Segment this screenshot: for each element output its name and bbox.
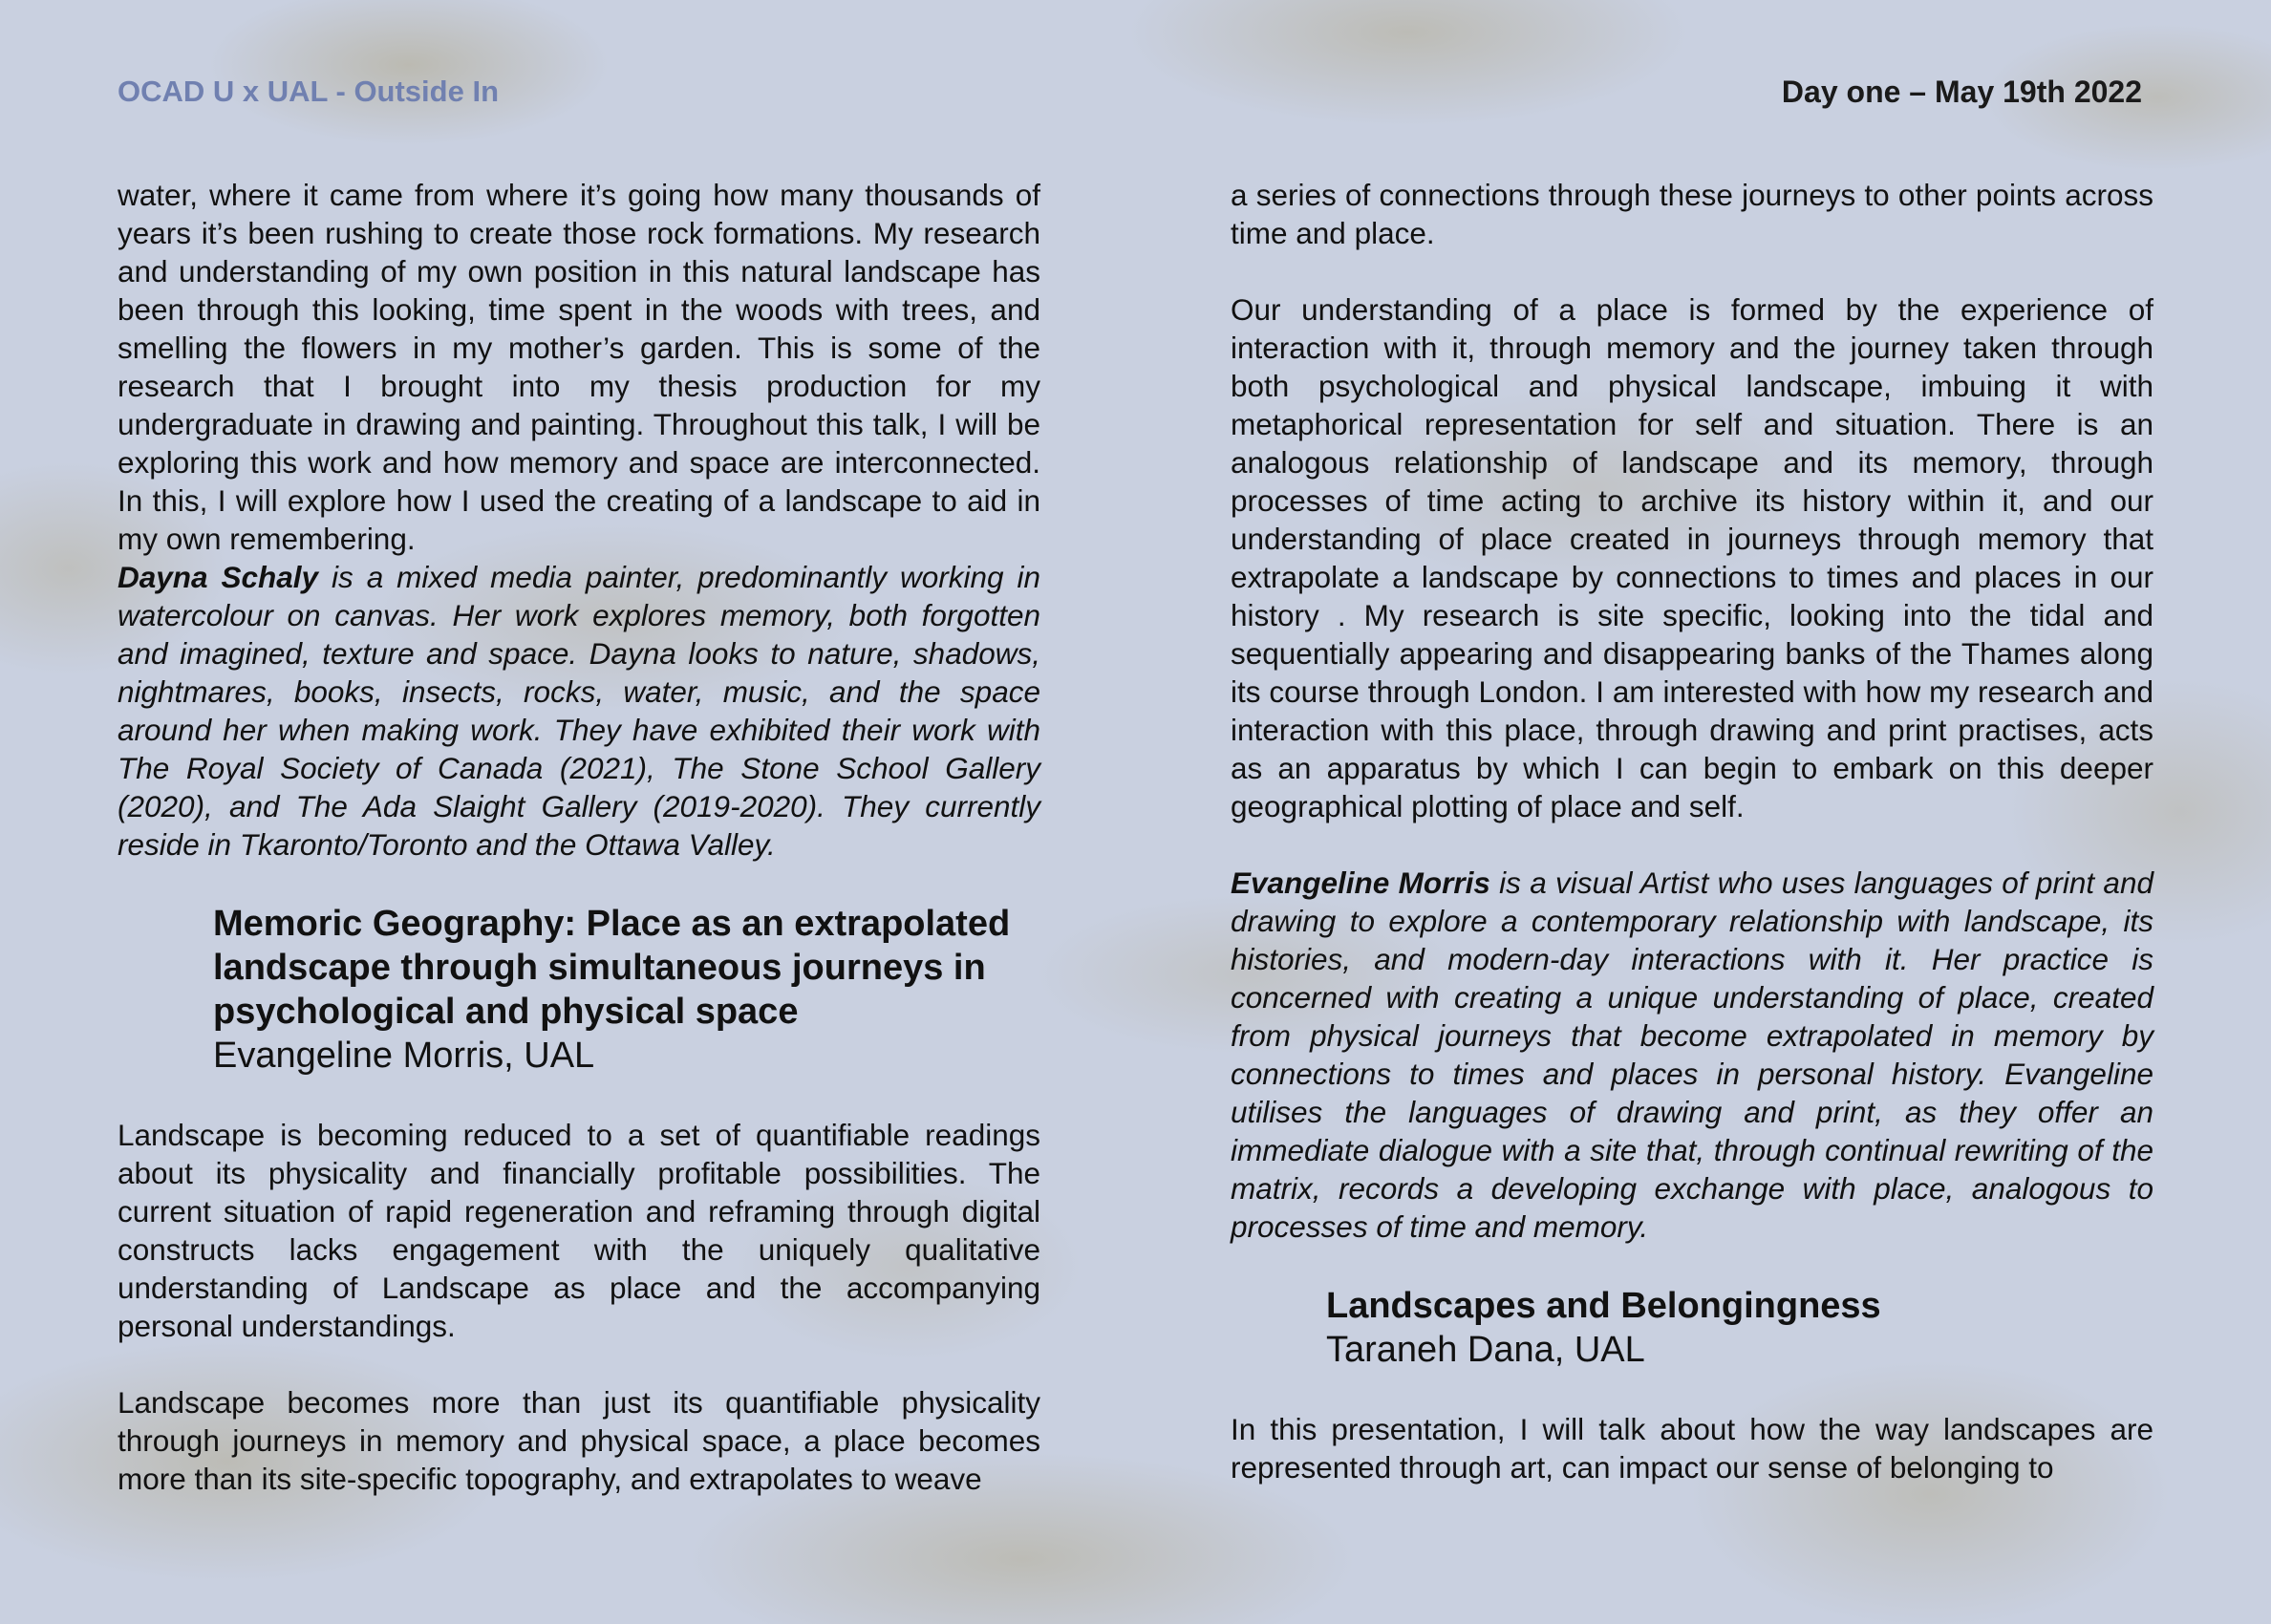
body-paragraph: water, where it came from where it’s going how many thousands of years it’s been rushing to create those rock formations. My research and understanding of my own position in this natural landscape has been through this looking, time spent in the woods with trees, and smelling the flowers in my mother’s garden. This is some of the research that I brought into my thesis production for my undergraduate in drawing and painting. Throughout this talk, I will be exploring this work and how memory and space are interconnected. In this, I will explore how I used the creating of a landscape to aid in my own remembering. (118, 178, 1040, 556)
body-paragraph: In this presentation, I will talk about how the way landscapes are represented through art, can impact our sense of belonging to (1231, 1412, 2153, 1485)
running-header-date: Day one – May 19th 2022 (1781, 75, 2142, 109)
body-paragraph: Our understanding of a place is formed by the experience of interaction with it, through memory and the journey taken through both psychological and physical landscape, imbuing it with metaphorical representation for self and situation. There is an analogous relationship of landscape and its memory, through processes of time acting to archive its history within it, and our understanding of place created in journeys through memory that extrapolate a landscape by connections to times and places in our history . My research is site specific, looking into the tidal and sequentially appearing and disappearing banks of the Thames along its course through London. I am interested with how my research and interaction with this place, through drawing and print practises, acts as an apparatus by which I can begin to embark on this deeper geographical plotting of place and self. (1231, 292, 2153, 823)
talk-author: Evangeline Morris, UAL (213, 1036, 595, 1076)
left-column (118, 176, 1040, 1498)
talk-author: Taraneh Dana, UAL (1326, 1330, 1645, 1370)
running-header-title: OCAD U x UAL - Outside In (118, 75, 500, 108)
right-column (1231, 176, 2153, 1486)
body-paragraph: Landscape becomes more than just its quantifiable physicality through journeys in memory and physical space, a place becomes more than its site-specific topography, and extrapolates to weave (118, 1385, 1040, 1496)
artist-name: Dayna Schaly (118, 560, 319, 594)
talk-heading (1231, 1284, 2153, 1372)
artist-bio-text: is a mixed media painter, predominantly working in watercolour on canvas. Her work explores memory, both forgotten and imagined, texture and space. Dayna looks to nature, shadows, nightmares, books, insects, rocks, water, music, and the space around her when making work. They have exhibited their work with The Royal Society of Canada (2021), The Stone School Gallery (2020), and The Ada Slaight Gallery (2019-2020). They currently reside in Tkaronto/Toronto and the Ottawa Valley. (118, 560, 1040, 862)
artist-name: Evangeline Morris (1231, 865, 1490, 900)
body-paragraph: a series of connections through these journeys to other points across time and place. (1231, 178, 2153, 250)
talk-title: Memoric Geography: Place as an extrapolated landscape through simultaneous journeys in psychological and physical space (213, 904, 1011, 1032)
artist-bio-text: is a visual Artist who uses languages of print and drawing to explore a contemporary relationship with landscape, its histories, and modern-day interactions with it. Her practice is concerned with creating a unique understanding of place, created from physical journeys that become extrapolated in memory by connections to times and places in personal history. Evangeline utilises the languages of drawing and print, as they offer an immediate dialogue with a site that, through continual rewriting of the matrix, records a developing exchange with place, analogous to processes of time and memory. (1231, 865, 2153, 1244)
talk-heading (118, 902, 1040, 1078)
artist-bio (1231, 864, 2153, 1246)
body-paragraph: Landscape is becoming reduced to a set of quantifiable readings about its physicality and financially profitable possibilities. The current situation of rapid regeneration and reframing through digital constructs lacks engagement with the uniquely qualitative understanding of Landscape as place and the accompanying personal understandings. (118, 1118, 1040, 1343)
artist-bio (118, 558, 1040, 864)
talk-title: Landscapes and Belongingness (1326, 1286, 1881, 1326)
